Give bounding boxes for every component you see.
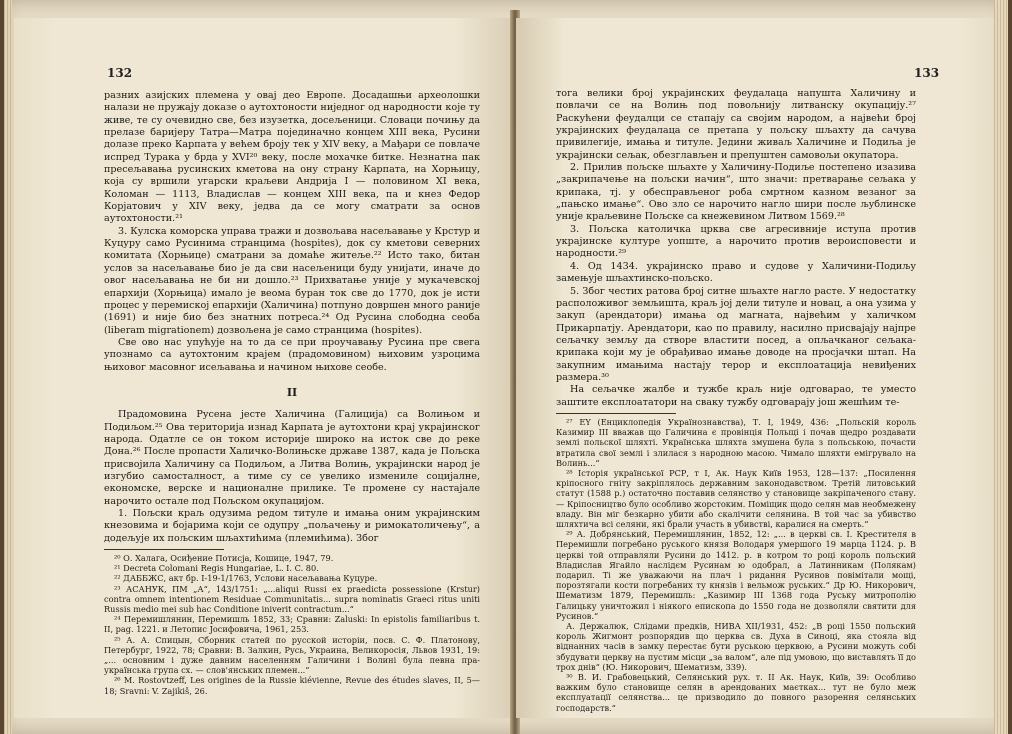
footnote: А. Держалюк, Слідами предків, НИВА XII/1931, 452: „В році 1550 польский король Жигмонт розпорядив що церква св. Духа в Синоці, яка стояла від віднанних часів в замку перестає бути руською церквою, а Русини можуть собі збудувати церкву на пустим місци „за валом“, але під умовою, що виставлять її до трох днів“ (Ю. Никорович, Шематизм, 339). bbox=[556, 621, 916, 672]
footnote: ²⁵ А. А. Спицын, Сборник статей по русской исторіи, посв. С. Ф. Платонову, Петербург, 1922, 78; Сравни: В. Залкин, Русь, Украина, Великоросія, Львов 1931, 19: „... основним і дуже давним населенням Галичини і Волині була певна пра-українська група сх. — слов'янських племен...“ bbox=[104, 634, 480, 676]
paragraph: 3. Кулска коморска управа тражи и дозвољава насељавање у Крстур и Куцуру само Русинима странцима (hospites), док су кметови северних комитата (Хорњице) сматрани за домаће житеље.²² Исто тако, битан услов за насељавање био је да сви насељеници буду унијати, иначе до овог насељавања не би ни дошло.²³ Прихватање уније у мукачевској епархији (Хорњица) имало је веома буран ток све до 1770, док је исти процес у перемиској епархији (Халичина) потпуно довршен много раније (1691) и није био без знатних потреса.²⁴ Од Русина слободна сеоба (liberam migrationem) дозвољена је само странцима (hospites). bbox=[104, 225, 480, 336]
footnote: ²⁰ О. Халага, Осиђение Потисја, Кошице, 1947, 79. bbox=[114, 553, 334, 564]
footnote: ³⁰ В. И. Грабовецький, Селянський рух. т. II Ак. Наук, Київ, 39: Особливо важким було становище селян в арендованих маєтках... тут не було меж експлуатації селянства... це призводило до повного разорення селянських господарств.“ bbox=[556, 672, 916, 713]
footnote: ²⁶ M. Rostovtzeff, Les origines de la Russie kiévienne, Revue des études slaves, II, 5—18; Sravni: V. Zajikiš, 26. bbox=[104, 675, 480, 696]
book-spread bbox=[4, 0, 1008, 734]
footnote: ²⁷ EY (Енциклопедія Українознавства), Т. I, 1949, 436: „Польскій король Казимир III вважав що Галичина є провінція Польщі і почав щедро роздавати землі польскої шляхті. Українська шляхта змушена була з польською, почасти втратила свої землі і злилася з народною масою. Чимало шляхти емігрувало на Волинь...“ bbox=[556, 416, 916, 468]
footnotes-left bbox=[104, 553, 480, 696]
page-edges-right bbox=[994, 0, 1008, 734]
paragraph: На сељачке жалбе и тужбе краљ није одговарао, те уместо заштите експлоататори на сваку тужбу одговарају још жешћим те- bbox=[556, 384, 916, 408]
page-number-left: 132 bbox=[107, 66, 133, 80]
paragraph: 5. Због честих ратова број ситне шљахте нагло расте. У недостатку расположивог земљишта, краљ јој дели титуле и новац, а она узима у закуп (арендатори) имања од магната, највећим у халичком Прикарпатју. Арендатори, као по правилу, насилно присвајају најпре сељачку земљу да створе властити посед, а опљачканог сељака-крипака који му је обрађивао имање доводе на просјачки штап. На закупним имањима настају терор и експлоатација невиђених размера.³⁰ bbox=[556, 285, 916, 383]
page-edges-left bbox=[4, 0, 12, 734]
footnote-divider bbox=[104, 549, 224, 550]
paragraph: Прадомовина Русена јесте Халичина (Галиција) са Волињом и Подиљом.²⁵ Ова територија изнад Карпата је аутохтони крај украјинског народа. Одатле се он током историје широко на исток све до реке Дона.²⁶ После пропасти Халичко-Волињске државе 1387, када је Пољска присвојила Халичину са Подиљом, а Литва Волињ, украјински народ је изгубио самосталност, а тиме су се увелико измениле социјалне, економске, верске и националне прилике. Те промене су настајале нарочито остале под Пољском окупацијом. bbox=[104, 409, 480, 507]
paragraph: тога велики број украјинских феудалаца напушта Халичину и повлачи се на Волињ под повољнију литванску окупацију.²⁷ Раскућени феудалци се стапају са својим народом, а највећи број украјинских феудалаца се претапа у пољску шљахту да сачува привилегије, имања и титуле. Једини живаљ Халичине и Подиља је украјински сељак, обезглављен и препуштен самовољи окупатора. bbox=[556, 88, 916, 161]
left-page-body bbox=[104, 90, 480, 696]
paragraph: 2. Прилив пољске шљахте у Халичину-Подиље постепено изазива „закрипачење на пољски начин“, што значи: претварање сељака у крипака, тј. у обесправљеног роба смртном казном везаног за „пањско имање“. Ово зло се нарочито нагло шири после љублинске уније краљевине Пољске са кнежевином Литвом 1569.²⁸ bbox=[556, 162, 916, 223]
paragraph: 4. Од 1434. украјинско право и судове у Халичини-Подиљу замењује шљахтинско-пољско. bbox=[556, 260, 916, 285]
paragraph: Све ово нас упућује на то да се при проучавању Русина пре свега упознамо са аутохтоним крајем (прадомовином) њиховим узроцима њиховог масовног исељавања и начином њихове сеобе. bbox=[104, 336, 480, 373]
left-page bbox=[14, 18, 514, 718]
footnote: ²¹ Decreta Colomani Regis Hungariae, L. I. C. 80. bbox=[114, 563, 319, 574]
right-page bbox=[516, 18, 1000, 718]
footnote-divider bbox=[556, 413, 676, 414]
paragraph: разних азијских племена у овај део Европе. Досадашњи археолошки налази не пружају доказе о аутохтоности ниједног од народности које ту живе, те су очевидно све, без изузетка, досељеници. Словаци почињу да прелазе баријеру Татра—Матра појединачно концем XIII века, Русини долазе преко Карпата у већем броју тек у XIV веку, а Мађари се повлаче испред Турака у брда у XVI²⁰ веку, после мохачке битке. Незнатна пак пресељавања русинских кметова на ону страну Карпата, на Хорњицу, која су вршили угарски краљеви Андрија I — половином XI века, Коломан — 1113, Владислав — концем XIII века, па и кнез Федор Корјатович у XIV веку, једва да се могу сматрати за основ аутохтоности.²¹ bbox=[104, 90, 480, 225]
right-page-body bbox=[556, 88, 916, 713]
footnote: ²³ АСАНУК, ПМ „А“, 143/1751: „...aliqui Russi ex praedicta possessione (Krstur) contra omnem intentionem Residuae Communitatis... supra nominatis Graeci ritus uniti Russis medio mei sub hac Conditione iniverit contractum...“ bbox=[104, 583, 480, 615]
paragraph: 1. Пољски краљ одузима редом титуле и имања оним украјинским кнезовима и бојарима који се одупру „пољачењу и римокатоличењу“, а додељује их пољским шљахтићима (племићима). Због bbox=[104, 508, 480, 544]
footnote: ²⁸ Історія української РСР, т I, Ак. Наук Київ 1953, 128—137: „Посилення кріпосного гніту закріплялось державним законодавством. Третій литовський статут (1588 р.) остаточно поставив селянство у становище закріпаченого стану. — Кріпосництво було особливо жорстоким. Поміщик щодо селян мав необмежену владу. Він міг безкарно убити або скалічити селянина. В той час за убивство шляхтича всі селяни, які брали участь в убивстві, каралися на смерть.“ bbox=[556, 467, 916, 529]
footnotes-right bbox=[556, 417, 916, 713]
footnote: ²² ДАББЖС, акт бр. I-19-1/1763, Услови насељавања Куцуре. bbox=[114, 573, 378, 584]
footnote: ²⁴ Перемишлянин, Перемишль 1852, 33; Сравни: Zaluski: In epistolis familiaribus t. II, pag. 1221. и Летопис Јосифовича, 1961, 253. bbox=[104, 614, 480, 635]
section-heading: II bbox=[286, 385, 298, 399]
paragraph: 3. Пољска католичка црква све агресивније иступа против украјинске културе уопште, а нарочито против вероисповести и народности.²⁹ bbox=[556, 223, 916, 260]
page-number-right: 133 bbox=[914, 66, 940, 80]
footnote: ²⁹ А. Добрянський, Перемишлянин, 1852, 12: „... в церкві св. I. Крестителя в Перемишли погребано руського князя Володаря умершого 19 марца 1124. р. В церкві той отправляли Русини до 1412. р. в котром то році король польский Владислав Ягайло наслідєм Русинам ю одобрал, а Латинникам (Полякам) подарил. Ті же уважаючи на плач і ридання Русинов повімітали мощі, порозтягали кости погребаних ту князів і вельмож руських.“ Др Ю. Никорович, Шематизм 1879, Перемишль: „Казимир III 1368 года Руську митрополію Галицьку уничтожил і ніякого епископа до 1550 года не дозволяли святити для Русинов.“ bbox=[556, 529, 916, 621]
